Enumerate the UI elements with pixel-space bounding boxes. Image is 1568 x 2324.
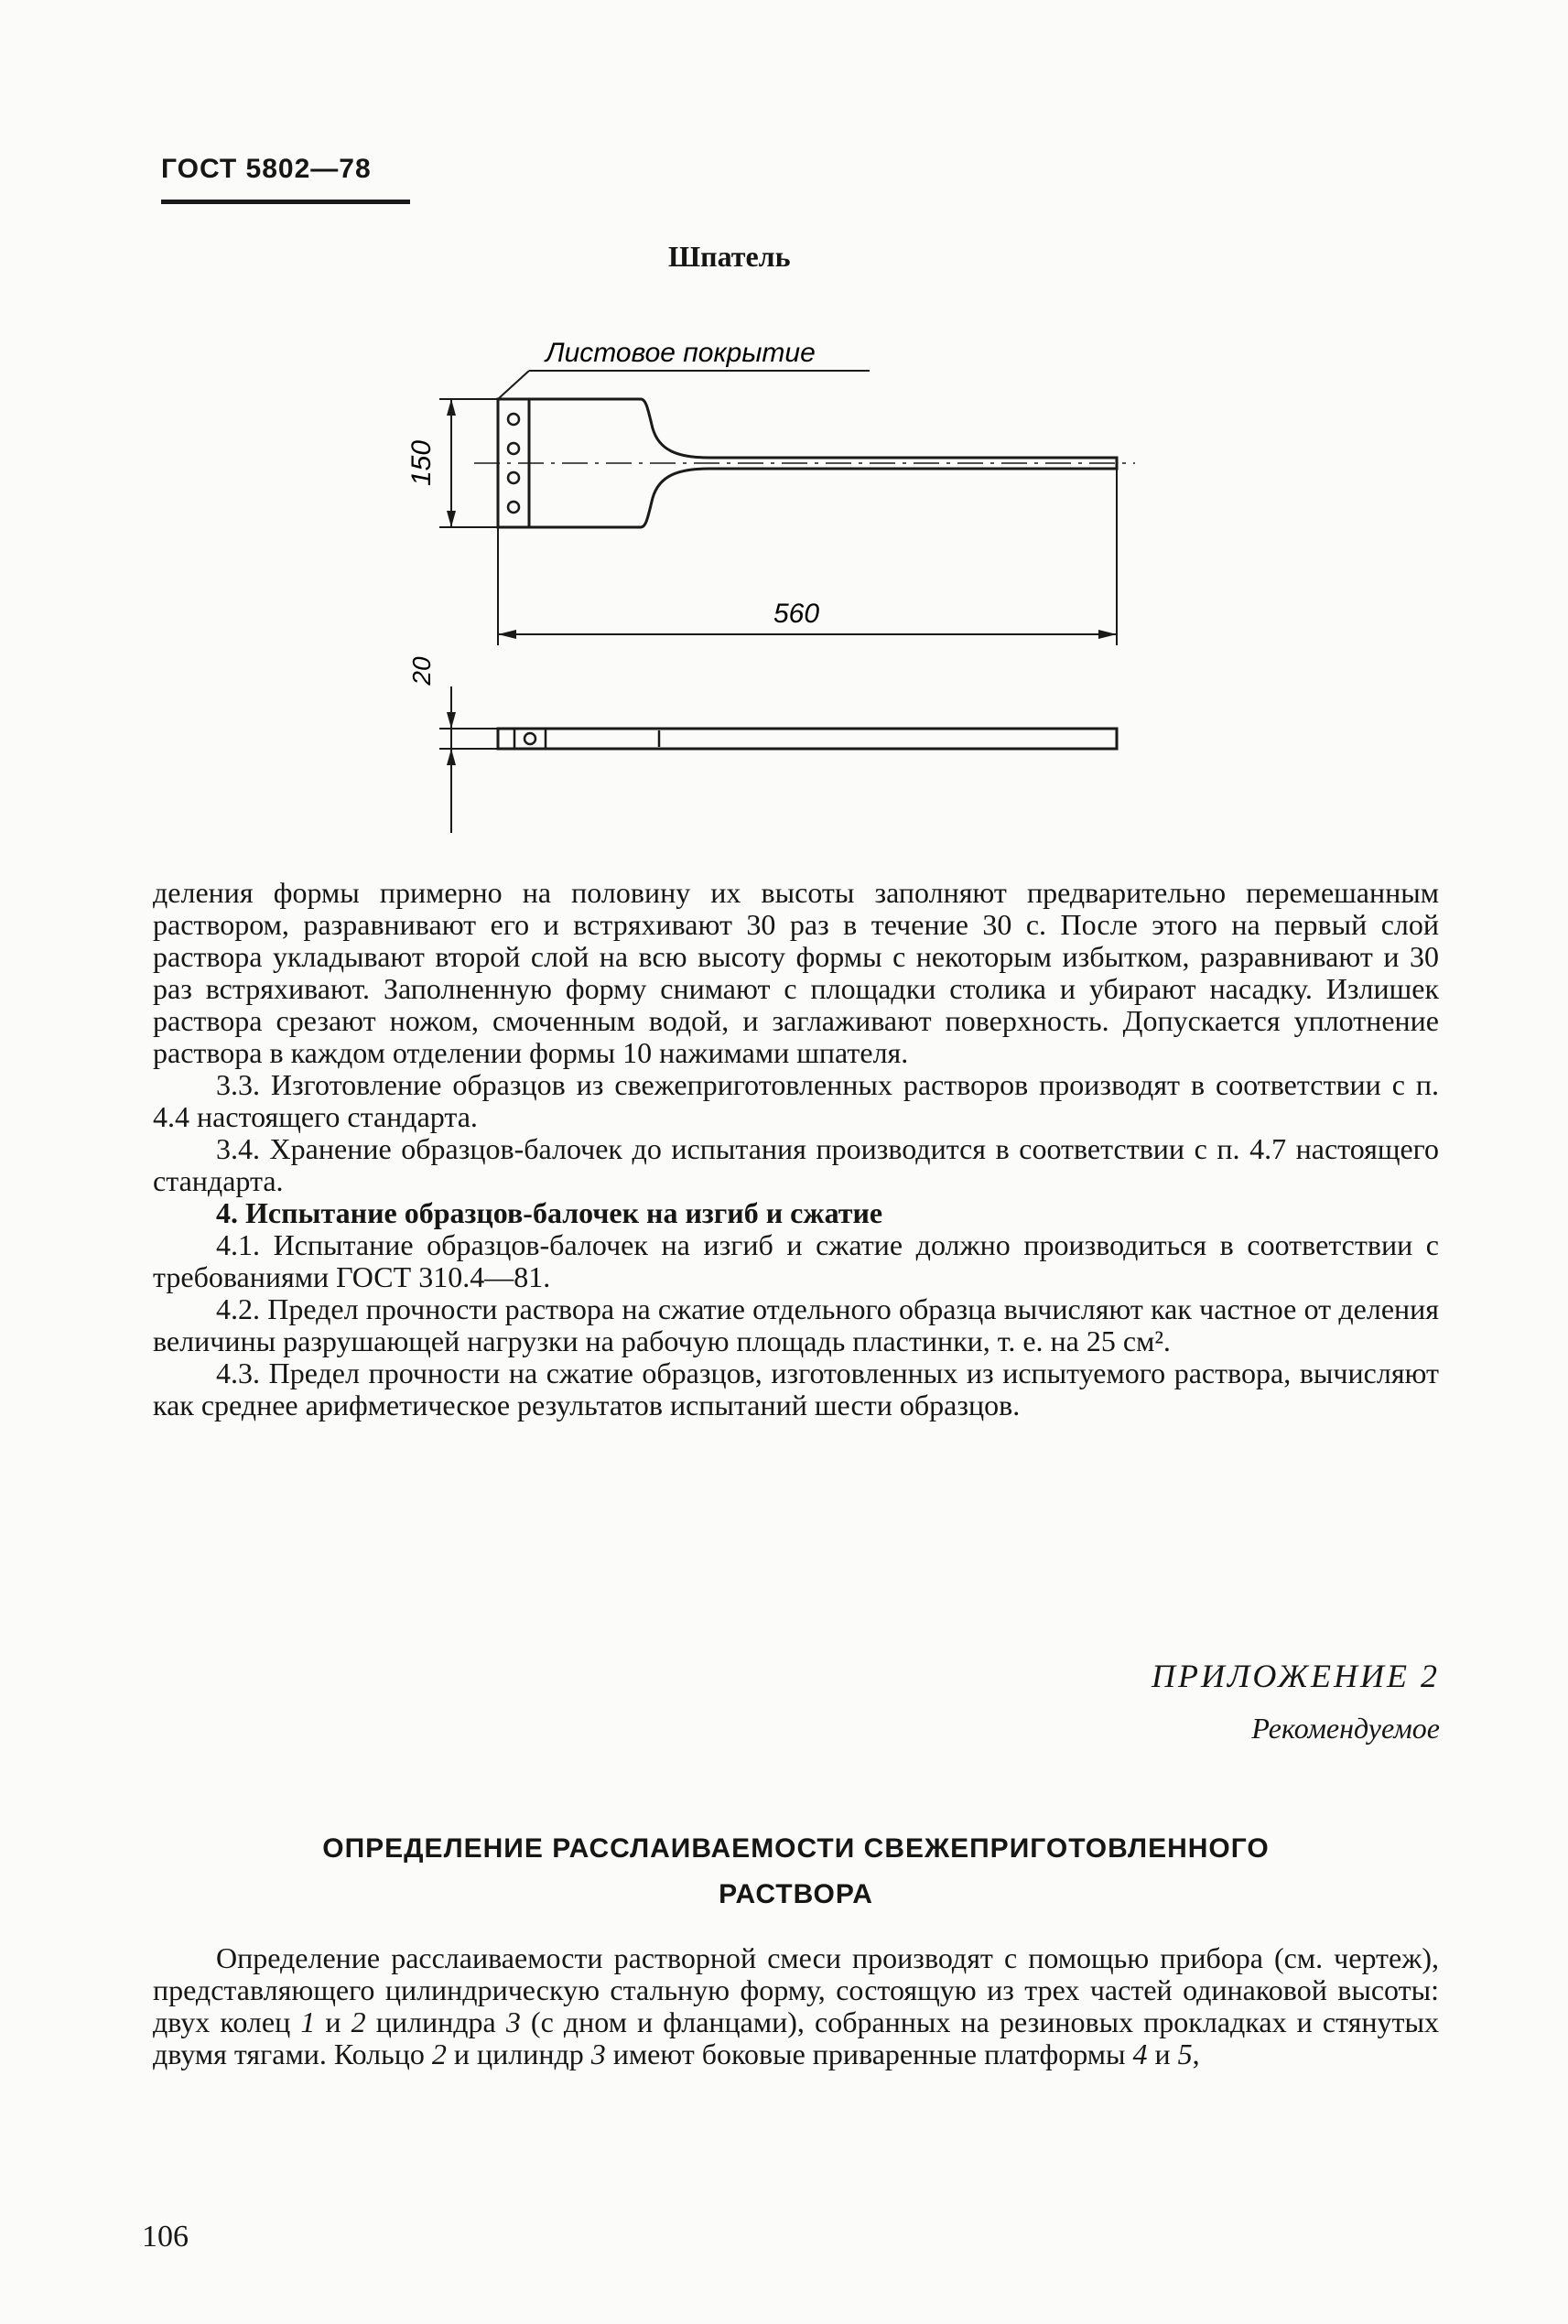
ref-2: 2 — [351, 2005, 366, 2038]
side-rivet — [524, 733, 535, 744]
paragraph-4-3: 4.3. Предел прочности на сжатие образцов, изготовленных из испытуемого раствора, вычисляют как среднее арифметическое результатов испытаний шести образцов. — [153, 1357, 1439, 1421]
ref-3: 3 — [505, 2005, 521, 2038]
dim-label-150: 150 — [406, 439, 437, 487]
section-heading-4: 4. Испытание образцов-балочек на изгиб и сжатие — [216, 1196, 883, 1229]
label-coating: Листовое покрытие — [546, 338, 816, 368]
document-code: ГОСТ 5802—78 — [161, 154, 372, 184]
ref-3b: 3 — [590, 2038, 606, 2070]
spatula-drawing — [394, 320, 1162, 833]
paragraph-4-1: 4.1. Испытание образцов-балочек на изгиб и сжатие должно производиться в соответствии с требованиями ГОСТ 310.4—81. — [153, 1228, 1439, 1293]
figure-title: Шпатель — [668, 240, 791, 273]
appendix-title — [153, 1826, 1439, 1918]
appendix-title-line2: РАСТВОРА — [719, 1879, 873, 1909]
header-rule — [161, 200, 410, 204]
paragraph-continuation: деления формы примерно на половину их высоты заполняют предварительно перемешанным раствором, разравнивают его и встряхивают 30 раз в течение 30 с. После этого на первый слой раствора укладывают второй слой на всю высоту формы с некоторым избытком, разравнивают и 30 раз встряхивают. Заполненную форму снимают с площадки столика и убирают насадку. Излишек раствора срезают ножом, смоченным водой, и заглаживают поверхность. Допускается уплотнение раствора в каждом отделении формы 10 нажимами шпателя. — [153, 876, 1439, 1069]
ref-1: 1 — [300, 2005, 316, 2038]
spatula-side-view — [498, 729, 1117, 749]
paragraph-4-2: 4.2. Предел прочности раствора на сжатие отдельного образца вычисляют как частное от деления величины разрушающей нагрузки на рабочую площадь пластинки, т. е. на 25 см². — [153, 1292, 1439, 1357]
page-number: 106 — [142, 2220, 189, 2254]
dim-label-20: 20 — [407, 656, 436, 686]
appendix-label: ПРИЛОЖЕНИЕ 2 — [1152, 1658, 1440, 1694]
appendix-title-line1: ОПРЕДЕЛЕНИЕ РАССЛАИВАЕМОСТИ СВЕЖЕПРИГОТОВЛЕННОГО — [322, 1833, 1270, 1864]
paragraph-3-4: 3.4. Хранение образцов-балочек до испытания производится в соответствии с п. 4.7 настоящего стандарта. — [153, 1132, 1439, 1197]
main-text — [153, 877, 1439, 1421]
paragraph-3-3: 3.3. Изготовление образцов из свежеприготовленных растворов производят в соответствии с п. 4.4 настоящего стандарта. — [153, 1068, 1439, 1133]
appendix-text — [153, 1942, 1439, 2070]
dim-label-560: 560 — [773, 599, 820, 629]
appendix-paragraph: Определение расслаиваемости растворной смеси производят с помощью прибора (см. чертеж), представляющего цилиндрическую стальную форму, состоящую из трех частей одинаковой высоты: двух колец 1 и 2 цилиндра 3 (с дном и фланцами), собранных на резиновых прокладках и стянутых двумя тягами. Кольцо 2 и цилиндр 3 имеют боковые приваренные платформы 4 и 5, — [153, 1941, 1440, 2070]
ref-5: 5 — [1177, 2038, 1193, 2070]
ref-2b: 2 — [431, 2038, 447, 2070]
coating-leader-line — [498, 371, 529, 399]
ref-4: 4 — [1132, 2038, 1148, 2070]
appendix-status: Рекомендуемое — [1251, 1712, 1440, 1745]
